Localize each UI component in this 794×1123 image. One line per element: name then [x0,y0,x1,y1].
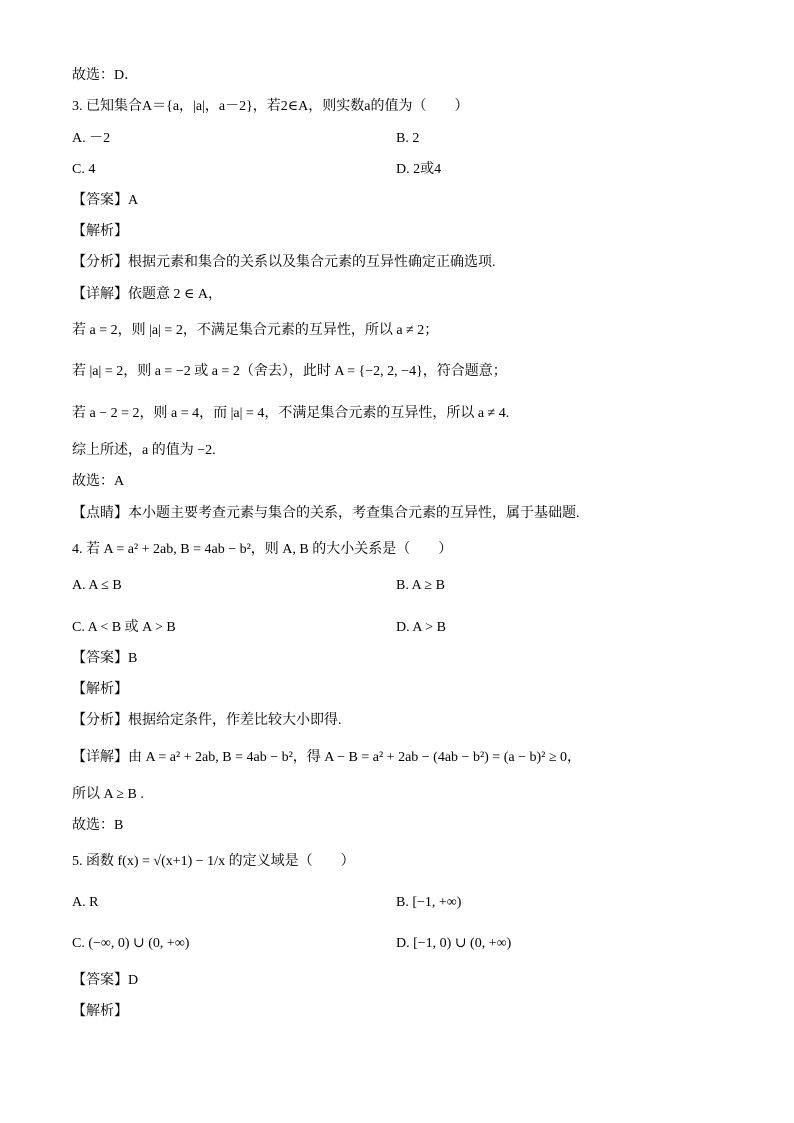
answer-label: 【答案】D [72,973,139,988]
analysis-text: 【分析】根据元素和集合的关系以及集合元素的互异性确定正确选项. [72,255,496,270]
detail-step: 综上所述，a 的值为 −2. [72,443,216,458]
option-a: A. A ≤ B [72,578,122,593]
analysis-label: 【解析】 [72,1004,128,1019]
option-d: D. [−1, 0) ∪ (0, +∞) [396,936,512,951]
option-d: D. 2或4 [396,162,442,177]
detail-text: 【详解】由 A = a² + 2ab, B = 4ab − b²，得 A − B = a² + 2ab − (4ab − b²) = (a − b)² ≥ 0， [72,750,582,765]
choice-line: 故选：B [72,818,124,833]
detail-step: 若 a − 2 = 2，则 a = 4，而 |a| = 4，不满足集合元素的互异性，所以 a ≠ 4. [72,406,510,421]
detail-step: 若 a = 2，则 |a| = 2，不满足集合元素的互异性，所以 a ≠ 2； [72,323,439,338]
question-3: 3. 已知集合A＝{a，|a|，a－2}，若2∈A，则实数a的值为（ ） [72,99,469,114]
analysis-text: 【分析】根据给定条件，作差比较大小即得. [72,713,342,728]
detail-step: 所以 A ≥ B . [72,787,144,802]
analysis-label: 【解析】 [72,682,128,697]
answer-label: 【答案】B [72,651,138,666]
option-b: B. 2 [396,131,420,146]
detail-step: 若 |a| = 2，则 a = −2 或 a = 2（舍去），此时 A = {−2, 2, −4}，符合题意； [72,364,507,379]
option-b: B. [−1, +∞) [396,895,462,910]
choice-line: 故选：A [72,474,125,489]
detail-text: 【详解】依题意 2 ∈ A， [72,287,222,302]
question-4: 4. 若 A = a² + 2ab, B = 4ab − b²，则 A, B 的大小关系是（ ） [72,542,453,557]
answer-label: 【答案】A [72,193,139,208]
option-a: A. R [72,895,99,910]
analysis-label: 【解析】 [72,224,128,239]
option-c: C. A < B 或 A > B [72,620,176,635]
question-5: 5. 函数 f(x) = √(x+1) − 1/x 的定义域是（ ） [72,854,355,869]
option-d: D. A > B [396,620,446,635]
comment-text: 【点睛】本小题主要考查元素与集合的关系，考查集合元素的互异性，属于基础题. [72,506,580,521]
option-b: B. A ≥ B [396,578,445,593]
option-c: C. 4 [72,162,96,177]
option-a: A. －2 [72,131,111,146]
text-line: 故选：D． [72,68,139,83]
option-c: C. (−∞, 0) ∪ (0, +∞) [72,936,190,951]
